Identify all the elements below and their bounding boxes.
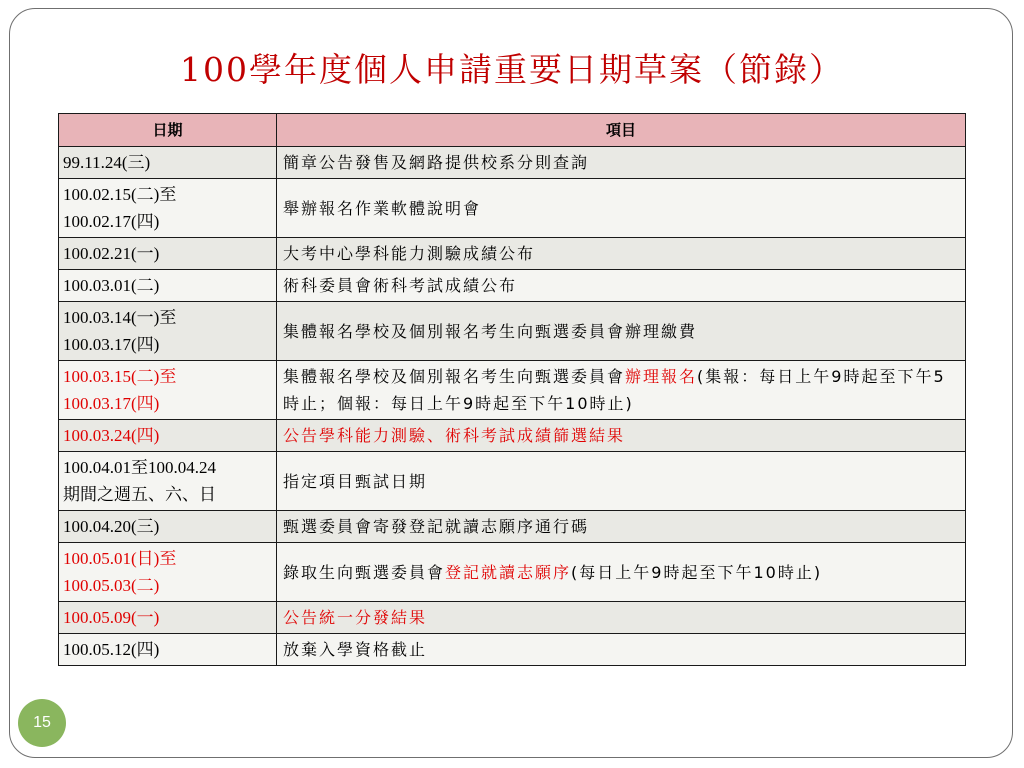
date-text: 100.05.12(四) <box>63 640 160 659</box>
date-text: 100.05.01(日)至 <box>63 549 177 568</box>
item-highlight-text: 登記就讀志願序 <box>445 562 572 582</box>
table-row <box>59 634 966 666</box>
date-text: 100.05.03(二) <box>63 576 160 595</box>
item-cell <box>277 270 966 302</box>
table-header-row <box>59 114 966 147</box>
date-text: 100.02.17(四) <box>63 212 160 231</box>
item-text: 放棄入學資格截止 <box>283 640 428 659</box>
slide-title: 100學年度個人申請重要日期草案（節錄） <box>180 50 844 89</box>
table-row <box>59 511 966 543</box>
item-text: 舉辦報名作業軟體說明會 <box>283 198 482 218</box>
table-row <box>59 147 966 179</box>
date-cell <box>59 602 277 634</box>
item-text: 大考中心學科能力測驗成績公布 <box>283 244 536 263</box>
item-highlight-text: 公告統一分發結果 <box>283 608 428 627</box>
table-row <box>59 420 966 452</box>
date-text: 期間之週五、六、日 <box>63 485 216 504</box>
date-cell <box>59 361 277 420</box>
date-text: 100.03.24(四) <box>63 426 160 445</box>
date-text: 100.02.21(一) <box>63 244 160 263</box>
table-row <box>59 302 966 361</box>
date-cell <box>59 452 277 511</box>
page-number-badge: 15 <box>18 699 66 747</box>
schedule-table <box>58 113 966 666</box>
date-cell <box>59 420 277 452</box>
item-cell <box>277 420 966 452</box>
item-highlight-text: 公告學科能力測驗、術科考試成績篩選結果 <box>283 426 626 445</box>
item-cell <box>277 452 966 511</box>
item-cell <box>277 147 966 179</box>
date-cell <box>59 147 277 179</box>
date-text: 100.02.15(二)至 <box>63 185 177 204</box>
table-row <box>59 270 966 302</box>
table-row <box>59 361 966 420</box>
date-text: 100.03.14(一)至 <box>63 308 177 327</box>
date-cell <box>59 302 277 361</box>
item-cell <box>277 302 966 361</box>
date-cell <box>59 511 277 543</box>
item-cell <box>277 179 966 238</box>
table-row <box>59 543 966 602</box>
date-cell <box>59 179 277 238</box>
item-text: 錄取生向甄選委員會 <box>283 562 446 582</box>
item-highlight-text: 辦理報名 <box>625 367 698 386</box>
item-cell <box>277 238 966 270</box>
date-text: 100.03.17(四) <box>63 394 160 413</box>
item-text: 指定項目甄試日期 <box>283 471 428 491</box>
date-cell <box>59 634 277 666</box>
table-row <box>59 602 966 634</box>
date-text: 99.11.24(三) <box>63 153 151 172</box>
item-text: (集報：每日上午9時起至下午5時止；個報：每日上午9時起至下午10時止) <box>283 367 946 413</box>
item-cell <box>277 543 966 602</box>
table-row <box>59 238 966 270</box>
item-text: 集體報名學校及個別報名考生向甄選委員會 <box>283 367 626 386</box>
item-text: (每日上午9時起至下午10時止) <box>571 562 823 582</box>
item-text: 術科委員會術科考試成績公布 <box>283 276 518 295</box>
item-text: 簡章公告發售及網路提供校系分則查詢 <box>283 153 590 172</box>
header-date: 日期 <box>59 114 277 147</box>
date-cell <box>59 238 277 270</box>
item-cell <box>277 602 966 634</box>
item-text: 甄選委員會寄發登記就讀志願序通行碼 <box>283 517 590 536</box>
table-row <box>59 452 966 511</box>
date-text: 100.03.01(二) <box>63 276 160 295</box>
date-cell <box>59 270 277 302</box>
header-item: 項目 <box>277 114 966 147</box>
date-text: 100.04.01至100.04.24 <box>63 458 216 477</box>
date-cell <box>59 543 277 602</box>
item-cell <box>277 634 966 666</box>
date-text: 100.03.17(四) <box>63 335 160 354</box>
date-text: 100.05.09(一) <box>63 608 160 627</box>
item-cell <box>277 361 966 420</box>
date-text: 100.04.20(三) <box>63 517 160 536</box>
item-cell <box>277 511 966 543</box>
table-row <box>59 179 966 238</box>
item-text: 集體報名學校及個別報名考生向甄選委員會辦理繳費 <box>283 321 698 341</box>
table-body <box>59 147 966 666</box>
date-text: 100.03.15(二)至 <box>63 367 177 386</box>
